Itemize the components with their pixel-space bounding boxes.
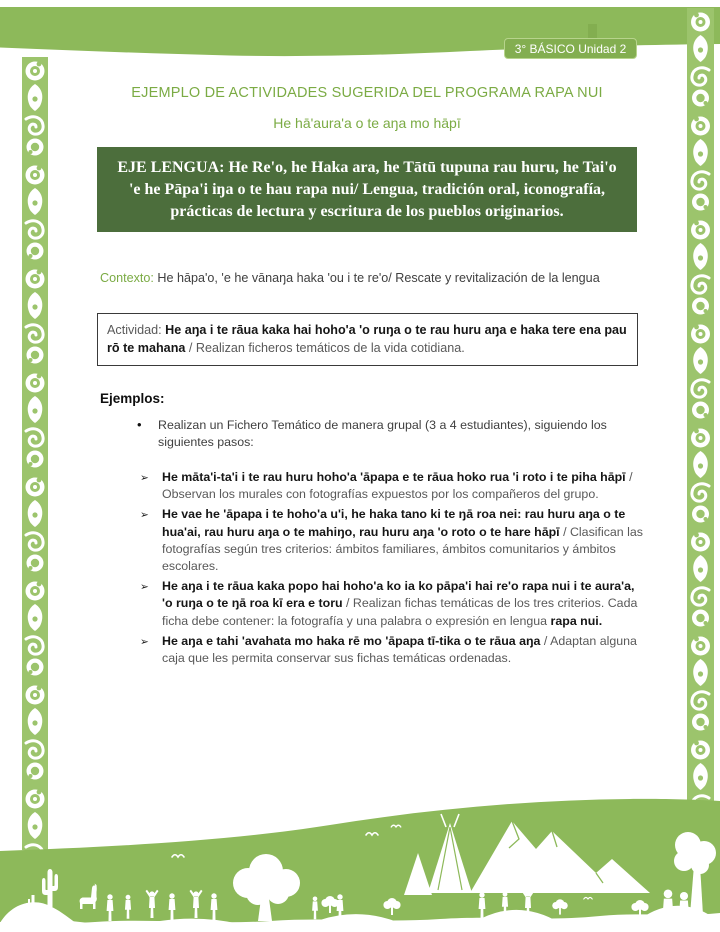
step-item xyxy=(140,469,648,503)
step-spanish: / Clasifican las fotografías según tres criterios: ámbitos familiares, ámbitos comunitarios y ámbitos escolares. xyxy=(162,524,643,574)
step-spanish: / Realizan fichas temáticas de los tres criterios. Cada ficha debe contener: la fotografía y una palabra o expresión en lengua xyxy=(162,596,638,628)
unit-badge: 3° BÁSICO Unidad 2 xyxy=(504,38,637,59)
eje-lengua-box: EJE LENGUA: He Re'o, he Haka ara, he Tātū tupuna rau huru, he Tai'o 'e he Pāpa'i iŋa o te hau rapa nui/ Lengua, tradición oral, iconografía, prácticas de lectura y escritura de los pueblos originarios. xyxy=(97,147,637,232)
step-rapanui: He aŋa e tahi 'avahata mo haka rē mo 'āpapa tī-tika o te rāua aŋa xyxy=(162,633,541,648)
contexto-line xyxy=(100,271,645,285)
step-rapanui: He māta'i-ta'i i te rau huru hoho'a 'āpapa e te rāua hoko rua 'i roto i te piha hāpī xyxy=(162,470,626,484)
step-rapanui: He vae he 'āpapa i te hoho'a u'i, he haka tano ki te ŋā roa nei: rau huru aŋa o te hua'ai, rau huru aŋa o te mahiŋo, rau huru aŋa 'o roto o te hare hāpī xyxy=(162,507,626,539)
arrow-marker-icon: ➢ xyxy=(140,509,149,522)
koru-border-left-icon xyxy=(22,57,48,850)
steps-list xyxy=(140,469,648,670)
landscape-silhouette-art xyxy=(0,787,720,932)
contexto-label: Contexto: xyxy=(100,271,154,285)
step-rapanui: He aŋa i te rāua kaka popo hai hoho'a ko ia ko pāpa'i hai re'o rapa nui i te aura'a, 'o ruŋa o te ŋā roa kī era e toru xyxy=(162,579,635,611)
actividad-rapanui: He aŋa i te rāua kaka hai hoho'a 'o ruŋa o te rau huru aŋa e haka tere ena pau rō te mahana xyxy=(107,323,627,356)
step-item xyxy=(140,633,648,667)
step-spanish-bold: rapa nui. xyxy=(550,613,603,628)
actividad-box xyxy=(97,313,638,366)
bullet-icon: • xyxy=(137,417,142,432)
arrow-marker-icon: ➢ xyxy=(140,581,149,594)
page-subtitle: He hā'aura'a o te aŋa mo hāpī xyxy=(273,115,461,131)
page-title: EJEMPLO DE ACTIVIDADES SUGERIDA DEL PROGRAMA RAPA NUI xyxy=(131,85,603,101)
arrow-marker-icon: ➢ xyxy=(140,472,149,484)
contexto-text: He hāpa'o, 'e he vānaŋa haka 'ou i te re'o/ Rescate y revitalización de la lengua xyxy=(157,271,600,285)
ejemplos-heading: Ejemplos: xyxy=(100,391,165,406)
ejemplos-intro: Realizan un Fichero Temático de manera grupal (3 a 4 estudiantes), siguiendo los siguientes pasos: xyxy=(158,418,607,450)
step-item xyxy=(140,578,648,630)
koru-border-right-icon xyxy=(687,8,714,812)
actividad-spanish: / Realizan ficheros temáticos de la vida cotidiana. xyxy=(188,341,465,356)
step-item xyxy=(140,506,648,575)
step-spanish: / Observan los murales con fotografías expuestos por los compañeros del grupo. xyxy=(162,470,633,502)
step-spanish: / Adaptan alguna caja que les permita conservar sus fichas temáticas ordenadas. xyxy=(162,633,637,666)
actividad-label: Actividad: xyxy=(107,323,162,337)
arrow-marker-icon: ➢ xyxy=(140,635,149,648)
